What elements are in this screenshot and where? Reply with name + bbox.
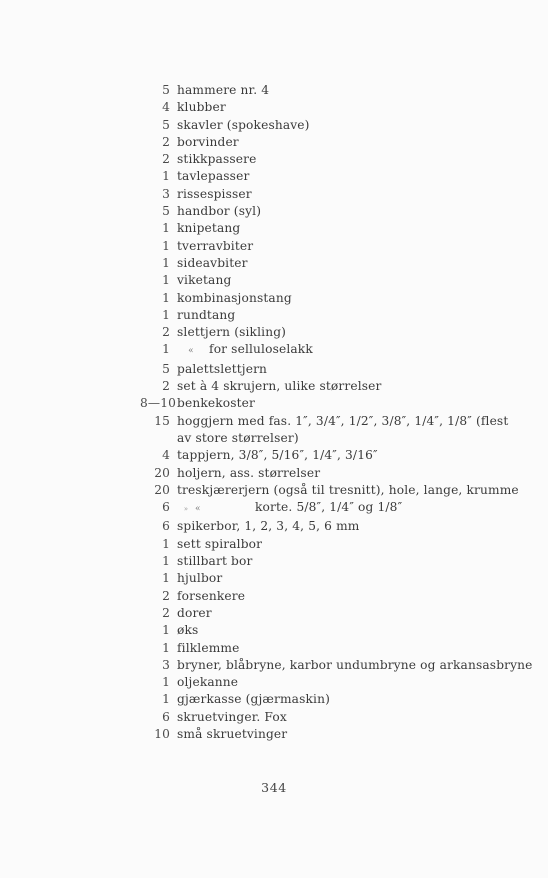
item-quantity: 1 <box>162 675 170 690</box>
list-item <box>140 536 530 553</box>
list-item <box>140 499 530 518</box>
item-text: dorer <box>177 605 212 620</box>
item-text: holjern, ass. størrelser <box>177 465 321 480</box>
list-item <box>140 709 530 726</box>
list-item <box>140 447 530 464</box>
item-text: hjulbor <box>177 571 223 586</box>
item-text: palettslettjern <box>177 361 268 376</box>
list-item <box>140 622 530 639</box>
list-item <box>140 99 530 116</box>
item-quantity: 4 <box>162 100 170 115</box>
list-item <box>140 674 530 691</box>
item-quantity: 1 <box>162 307 170 322</box>
item-text: forsenkere <box>177 588 246 603</box>
item-quantity: 5 <box>162 117 170 132</box>
list-item <box>140 553 530 570</box>
item-quantity: 1 <box>162 290 170 305</box>
item-text: rundtang <box>177 307 236 322</box>
item-quantity: 1 <box>162 255 170 270</box>
item-quantity: 3 <box>162 657 170 672</box>
item-text: treskjærerjern (også til tresnitt), hole, lange, krumme <box>177 482 519 497</box>
list-item <box>140 255 530 272</box>
item-text: hammere nr. 4 <box>177 83 270 97</box>
item-text: rissespisser <box>177 186 252 201</box>
item-quantity: 8—10 <box>140 396 177 411</box>
page-number: 344 <box>261 780 287 795</box>
list-item <box>140 640 530 657</box>
item-quantity: 3 <box>162 186 170 201</box>
ditto-mark: « <box>188 346 194 357</box>
item-text: handbor (syl) <box>177 204 262 219</box>
list-item <box>140 324 530 341</box>
list-item <box>140 482 530 499</box>
item-quantity: 2 <box>162 325 170 340</box>
list-item <box>140 570 530 587</box>
item-quantity: 2 <box>162 379 170 394</box>
item-text: tverravbiter <box>177 238 254 253</box>
item-text: stikkpassere <box>177 152 257 167</box>
list-item <box>140 82 530 99</box>
item-text: viketang <box>177 273 232 288</box>
item-text: sett spiralbor <box>177 536 263 551</box>
item-quantity: 1 <box>162 554 170 569</box>
item-quantity: 4 <box>162 448 170 463</box>
item-text: skavler (spokeshave) <box>177 117 310 132</box>
item-quantity: 2 <box>162 152 170 167</box>
item-quantity: 20 <box>154 465 170 480</box>
item-text: kombinasjonstang <box>177 290 292 305</box>
item-text: tappjern, 3/8″, 5/16″, 1/4″, 3/16″ <box>177 448 378 463</box>
item-text: bryner, blåbryne, karbor undumbryne og arkansasbryne <box>177 657 533 672</box>
item-quantity: 6 <box>162 709 170 724</box>
item-quantity: 1 <box>162 640 170 655</box>
item-text: stillbart bor <box>177 554 253 569</box>
ditto-mark: « <box>195 504 201 515</box>
item-quantity: 2 <box>162 605 170 620</box>
list-item <box>140 117 530 134</box>
list-item <box>140 186 530 203</box>
list-item <box>140 657 533 674</box>
item-text: oljekanne <box>177 675 239 690</box>
item-text: filklemme <box>177 640 240 655</box>
ditto-mark-small: » <box>183 505 189 514</box>
list-item <box>140 203 530 220</box>
item-text: knipetang <box>177 221 241 236</box>
item-text: små skruetvinger <box>177 726 288 741</box>
item-text: klubber <box>177 100 226 115</box>
item-text: øks <box>177 623 199 638</box>
item-quantity: 5 <box>162 361 170 376</box>
list-item <box>140 272 530 289</box>
item-quantity: 1 <box>162 692 170 707</box>
item-text: sideavbiter <box>177 255 248 270</box>
item-text-rest: korte. 5/8″, 1/4″ og 1/8″ <box>255 500 403 515</box>
list-item <box>140 168 530 185</box>
list-item <box>140 465 530 482</box>
item-quantity: 2 <box>162 588 170 603</box>
list-item-continuation: av store størrelser) <box>177 430 299 445</box>
item-text: gjærkasse (gjærmaskin) <box>177 692 330 707</box>
item-text: borvinder <box>177 134 239 149</box>
item-text <box>177 341 530 360</box>
item-text-rest: for selluloselakk <box>209 342 313 357</box>
list-item <box>140 290 530 307</box>
item-quantity: 20 <box>154 482 170 497</box>
item-quantity: 1 <box>162 273 170 288</box>
list-item <box>140 307 530 324</box>
item-quantity: 10 <box>154 726 170 741</box>
list-item <box>140 220 530 237</box>
item-text: slettjern (sikling) <box>177 325 287 340</box>
item-quantity: 1 <box>162 536 170 551</box>
list-item <box>140 341 530 360</box>
item-quantity: 1 <box>162 221 170 236</box>
list-item <box>140 238 530 255</box>
list-item <box>140 378 530 395</box>
item-quantity: 2 <box>162 134 170 149</box>
item-text: skruetvinger. Fox <box>177 709 287 724</box>
item-text <box>177 499 530 518</box>
list-item <box>140 134 530 151</box>
item-text: spikerbor, 1, 2, 3, 4, 5, 6 mm <box>177 519 360 534</box>
item-quantity: 6 <box>162 519 170 534</box>
list-item <box>140 691 530 708</box>
item-quantity: 1 <box>162 169 170 184</box>
item-text: set à 4 skrujern, ulike størrelser <box>177 379 382 394</box>
item-quantity: 5 <box>162 83 170 97</box>
item-text: benkekoster <box>177 396 256 411</box>
item-quantity: 1 <box>162 623 170 638</box>
tool-list <box>140 82 533 743</box>
list-item <box>140 151 530 168</box>
item-text: tavlepasser <box>177 169 250 184</box>
item-text: hoggjern med fas. 1″, 3/4″, 1/2″, 3/8″, 1/4″, 1/8″ (flest <box>177 413 509 428</box>
item-quantity: 1 <box>162 571 170 586</box>
item-quantity: 15 <box>154 413 170 428</box>
list-item <box>140 413 530 430</box>
list-item <box>140 726 530 743</box>
list-item <box>140 395 530 412</box>
list-item <box>140 605 530 622</box>
list-item <box>140 361 530 378</box>
item-quantity: 1 <box>162 342 170 357</box>
item-quantity: 1 <box>162 238 170 253</box>
list-item <box>140 518 530 535</box>
item-quantity: 6 <box>162 500 170 515</box>
item-quantity: 5 <box>162 204 170 219</box>
list-item <box>140 588 530 605</box>
